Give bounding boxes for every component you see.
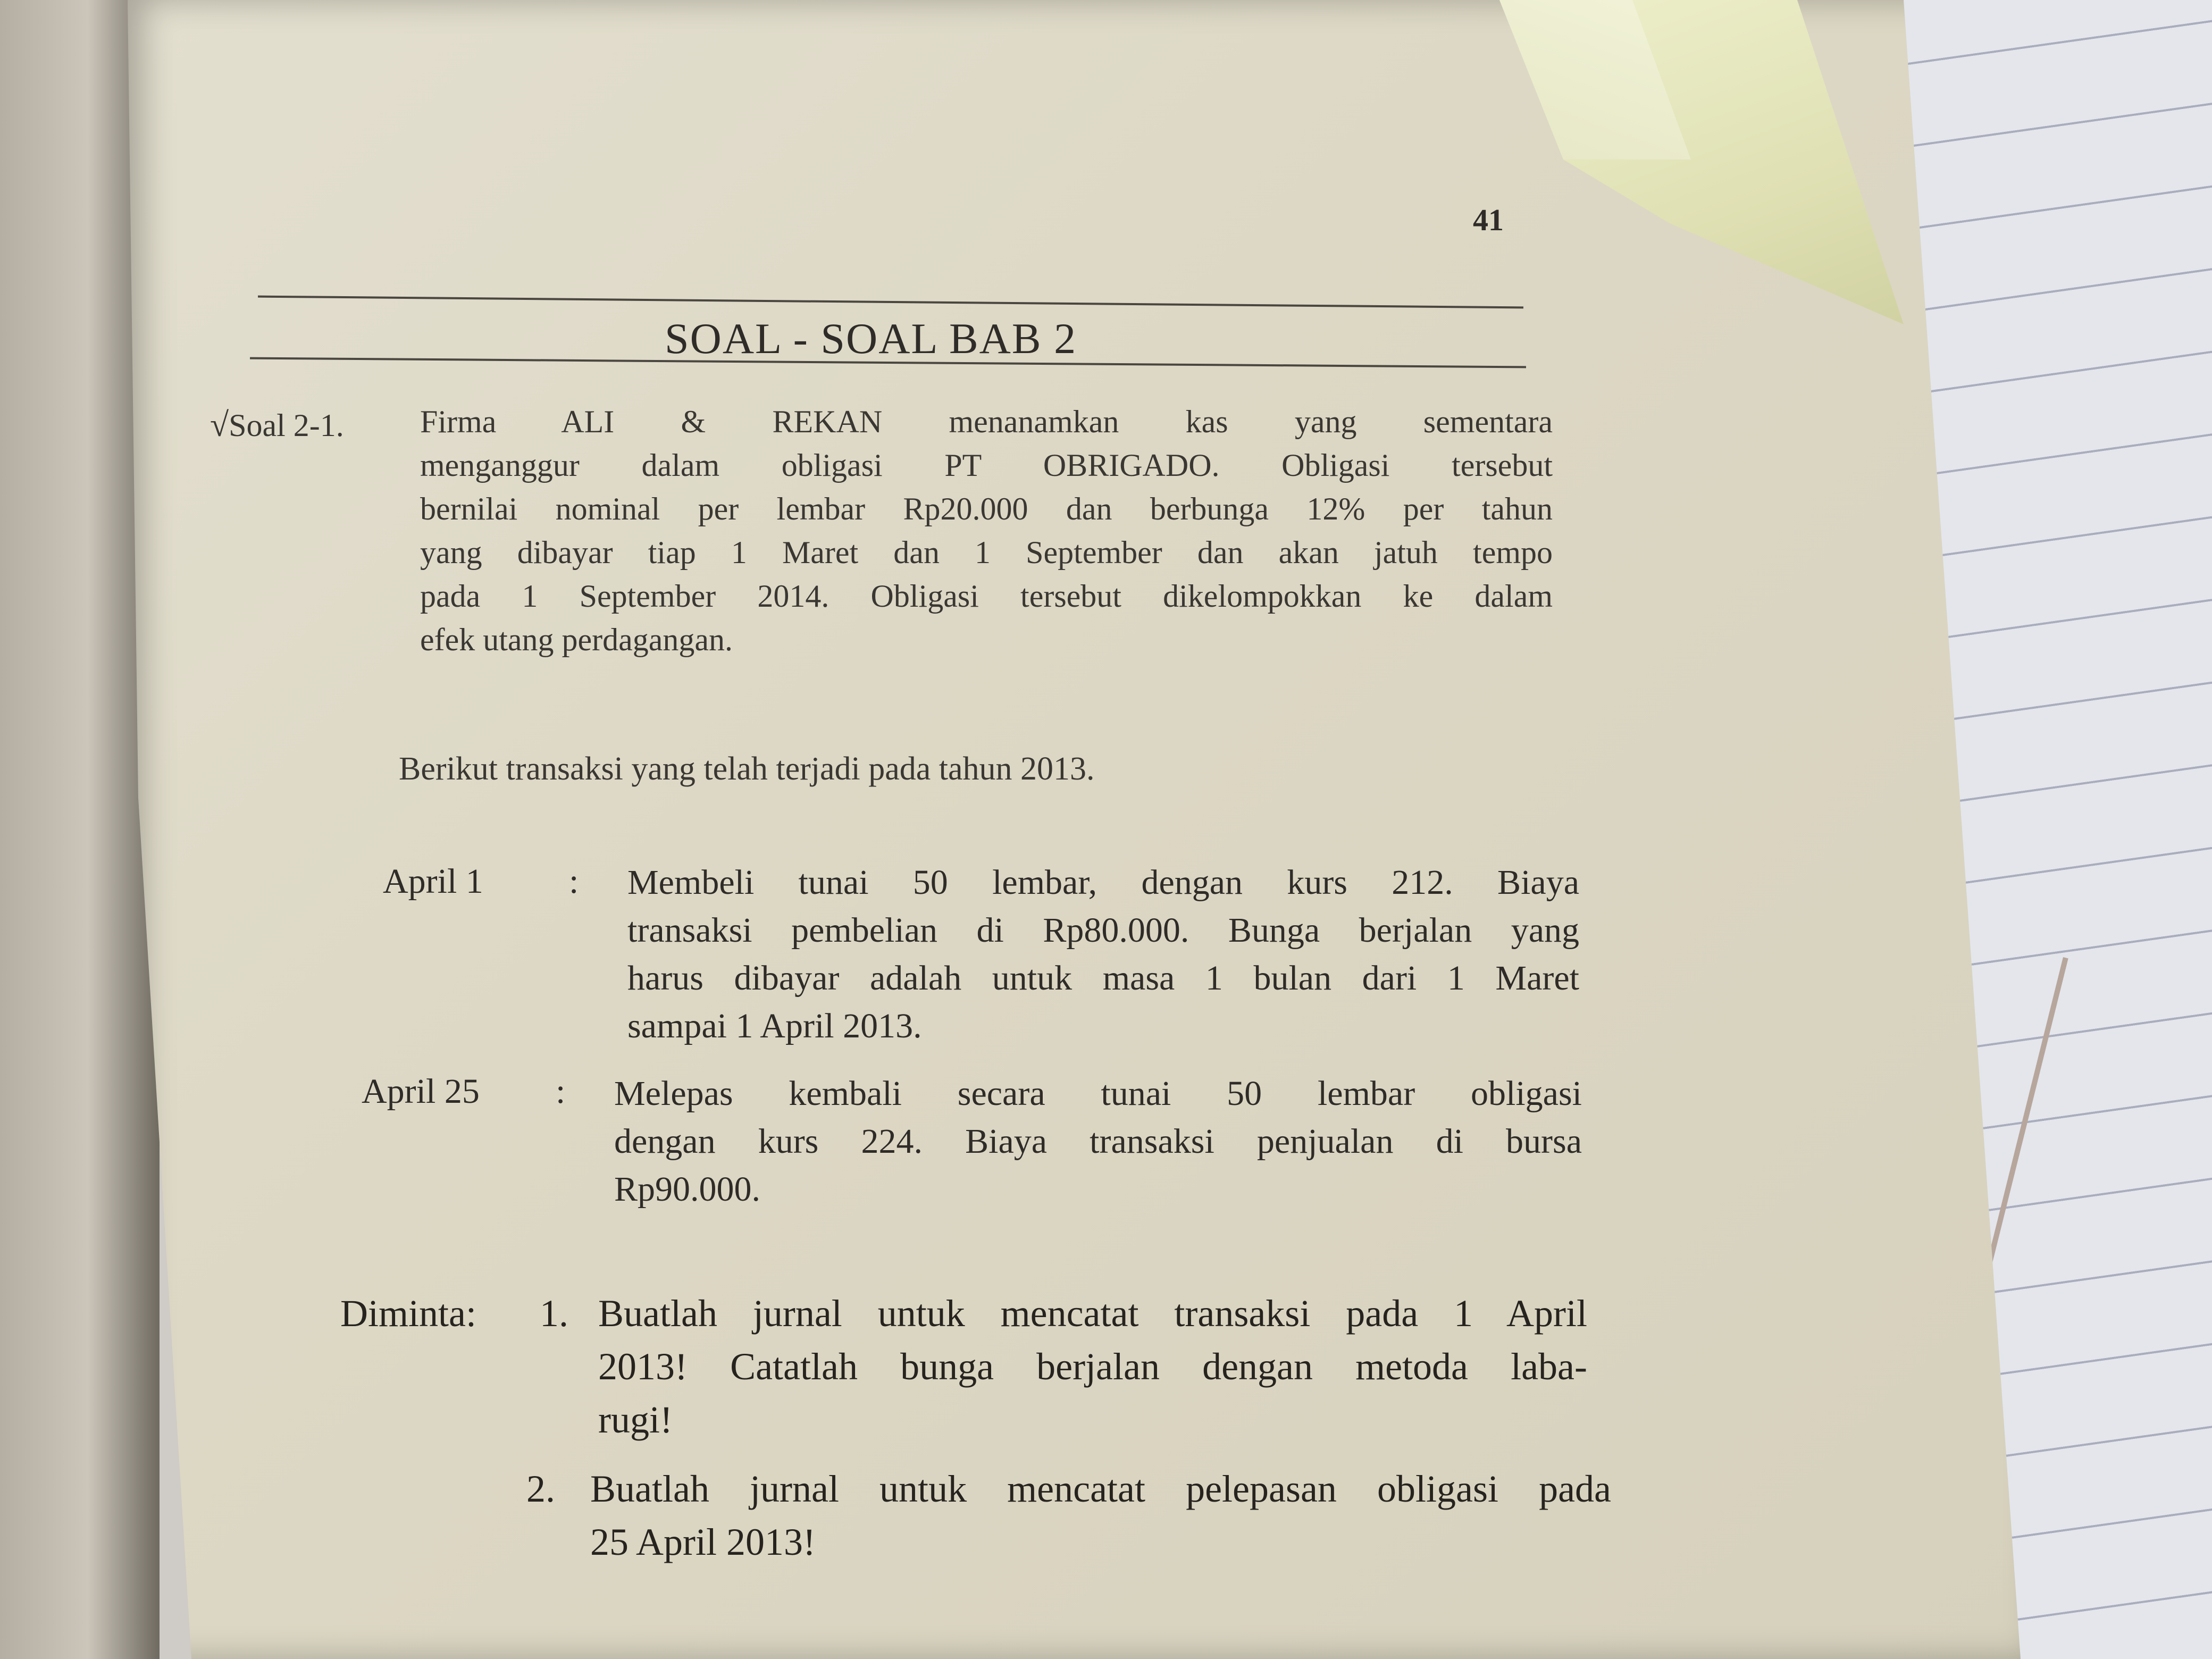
- requirement-line: Buatlah jurnal untuk mencatat transaksi pada 1 April: [598, 1292, 1587, 1335]
- problem-line: pada 1 September 2014. Obligasi tersebut dikelompokkan ke dalam: [420, 579, 1553, 614]
- chapter-title: SOAL - SOAL BAB 2: [665, 314, 1077, 363]
- requirement-line: 25 April 2013!: [590, 1521, 816, 1563]
- problem-statement: [420, 400, 1553, 661]
- transaction-colon: :: [569, 862, 579, 901]
- problem-line: Firma ALI & REKAN menanamkan kas yang sementara: [420, 404, 1553, 439]
- problem-line: efek utang perdagangan.: [420, 622, 733, 657]
- requirement-line: 2013! Catatlah bunga berjalan dengan metoda laba-: [598, 1345, 1587, 1388]
- problem-label: [210, 403, 344, 447]
- transaction-line: sampai 1 April 2013.: [627, 1007, 922, 1045]
- transaction-date: April 1: [383, 862, 483, 901]
- page-number: 41: [1473, 203, 1504, 237]
- transaction-line: dengan kurs 224. Biaya transaksi penjualan di bursa: [614, 1122, 1582, 1161]
- problem-number: Soal 2-1.: [229, 408, 344, 443]
- transaction-description: [614, 1070, 1582, 1213]
- transaction-line: Membeli tunai 50 lembar, dengan kurs 212. Biaya: [627, 863, 1579, 902]
- transaction-description: [627, 859, 1579, 1050]
- transaction-date: April 25: [362, 1072, 480, 1111]
- check-mark-icon: √: [210, 406, 229, 443]
- transaction-line: transaksi pembelian di Rp80.000. Bunga berjalan yang: [627, 911, 1579, 950]
- requirement-line: rugi!: [598, 1398, 673, 1441]
- requirement-line: Buatlah jurnal untuk mencatat pelepasan obligasi pada: [590, 1468, 1611, 1510]
- transactions-intro: Berikut transaksi yang telah terjadi pada tahun 2013.: [399, 751, 1095, 787]
- requirement-text: [590, 1462, 1611, 1569]
- problem-line: menganggur dalam obligasi PT OBRIGADO. Obligasi tersebut: [420, 448, 1553, 483]
- requirement-text: [598, 1287, 1587, 1446]
- requirement-number: 2.: [526, 1468, 555, 1510]
- problem-line: bernilai nominal per lembar Rp20.000 dan berbunga 12% per tahun: [420, 491, 1553, 526]
- transaction-colon: :: [556, 1072, 566, 1111]
- transaction-line: Melepas kembali secara tunai 50 lembar obligasi: [614, 1074, 1582, 1113]
- problem-line: yang dibayar tiap 1 Maret dan 1 September dan akan jatuh tempo: [420, 535, 1553, 570]
- requirement-number: 1.: [540, 1292, 568, 1335]
- transaction-line: harus dibayar adalah untuk masa 1 bulan dari 1 Maret: [627, 959, 1579, 998]
- transaction-line: Rp90.000.: [614, 1170, 761, 1209]
- requirements-label: Diminta:: [340, 1292, 476, 1335]
